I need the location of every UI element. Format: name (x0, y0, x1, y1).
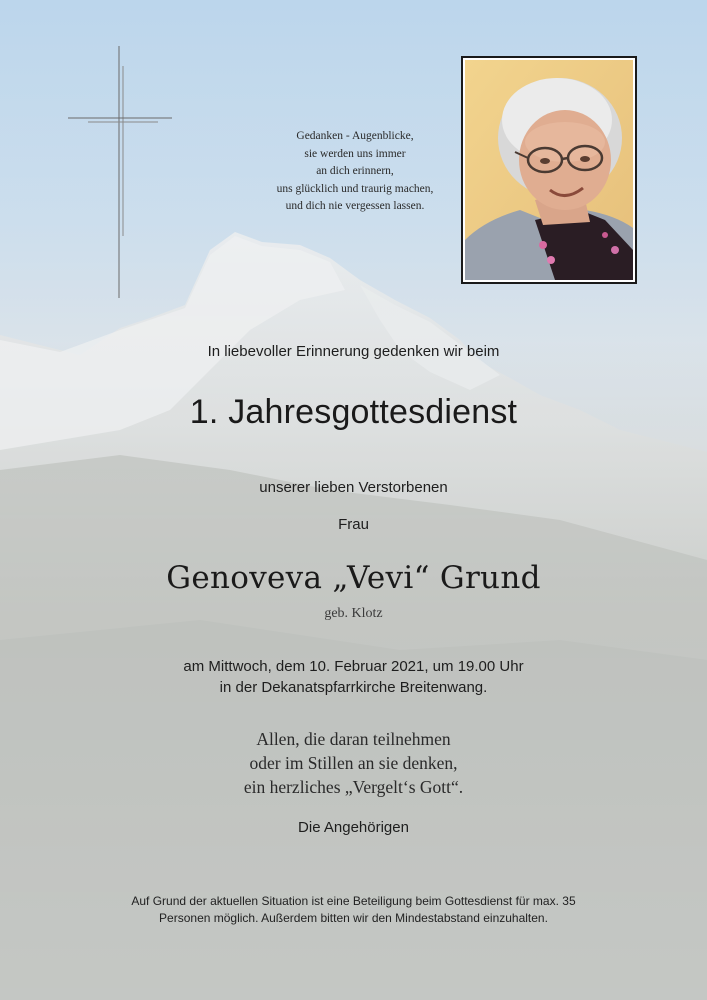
deceased-name: Genoveva „Vevi“ Grund (166, 560, 541, 596)
thanks-line: oder im Stillen an sie denken, (249, 753, 458, 773)
service-details (0, 656, 707, 698)
salutation: Frau (338, 516, 369, 533)
memorial-poem (240, 128, 470, 216)
service-title: 1. Jahresgottesdienst (189, 393, 518, 431)
thanks-line: Allen, die daran teilnehmen (256, 729, 451, 749)
place-line: in der Dekanatspfarrkirche Breitenwang. (219, 679, 488, 696)
thanks-line: ein herzliches „Vergelt‘s Gott“. (243, 777, 464, 797)
portrait-photo (461, 56, 637, 284)
family-signature: Die Angehörigen (298, 819, 409, 836)
footer-line: Auf Grund der aktuellen Situation ist eine Beteiligung beim Gottesdienst für max. 35 (131, 894, 576, 908)
poem-line: sie werden uns immer (304, 147, 406, 160)
birth-name: geb. Klotz (324, 606, 383, 621)
thanks-text (0, 727, 707, 799)
footer-line: Personen möglich. Außerdem bitten wir den Mindestabstand einzuhalten. (159, 911, 548, 925)
subtitle-text: unserer lieben Verstorbenen (259, 479, 448, 496)
intro-text: In liebevoller Erinnerung gedenken wir beim (207, 343, 500, 360)
poem-line: und dich nie vergessen lassen. (285, 200, 425, 212)
cross-icon (68, 46, 172, 298)
date-line: am Mittwoch, dem 10. Februar 2021, um 19.00 Uhr (183, 658, 524, 675)
poem-line: uns glücklich und traurig machen, (276, 182, 434, 195)
poem-line: Gedanken - Augenblicke, (296, 130, 414, 142)
footer-note (0, 893, 707, 927)
poem-line: an dich erinnern, (316, 165, 394, 177)
